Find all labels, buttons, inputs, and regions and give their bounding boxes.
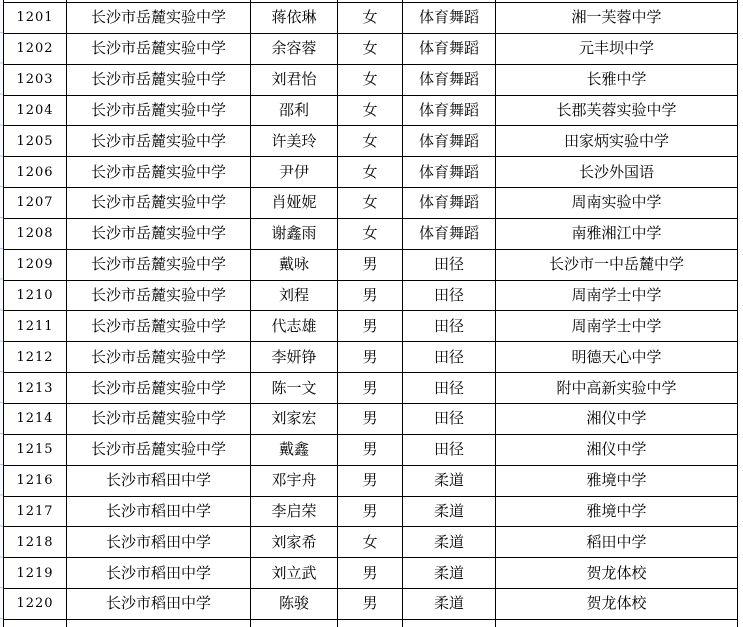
cell-id[interactable]: 1220 [4, 589, 67, 619]
table-row [3, 589, 738, 620]
cell-sport[interactable]: 柔道 [403, 466, 496, 496]
cell-target[interactable]: 贺龙体校 [496, 558, 738, 588]
cell-name[interactable]: 戴咏 [251, 250, 338, 280]
cell-id[interactable]: 1212 [4, 342, 67, 372]
cell-school[interactable]: 长沙市稻田中学 [67, 589, 251, 619]
cell-target[interactable]: 南雅湘江中学 [496, 219, 738, 249]
cell-sport[interactable]: 柔道 [403, 527, 496, 557]
cell-gender[interactable]: 男 [338, 589, 403, 619]
cell-gender[interactable]: 女 [338, 527, 403, 557]
table-row [3, 466, 738, 497]
cell-id[interactable]: 1207 [4, 188, 67, 218]
cell-target[interactable]: 雅境中学 [496, 497, 738, 527]
cell-school[interactable]: 长沙市稻田中学 [67, 558, 251, 588]
cell-sport[interactable]: 柔道 [403, 589, 496, 619]
cell-gender[interactable]: 男 [338, 435, 403, 465]
cell-name[interactable]: 尹伊 [251, 157, 338, 187]
cell-name[interactable]: 陈骏 [251, 589, 338, 619]
cell-sport[interactable]: 田径 [403, 435, 496, 465]
cell-school[interactable]: 长沙市岳麓实验中学 [67, 404, 251, 434]
table-row [3, 435, 738, 466]
cell-gender[interactable]: 男 [338, 404, 403, 434]
cell-name[interactable]: 刘家希 [251, 527, 338, 557]
cell-school[interactable]: 长沙市岳麓实验中学 [67, 34, 251, 64]
cell-target[interactable]: 周南学士中学 [496, 281, 738, 311]
cell-school[interactable]: 长沙市岳麓实验中学 [67, 3, 251, 33]
cell-id[interactable]: 1210 [4, 281, 67, 311]
cell-target[interactable]: 雅境中学 [496, 466, 738, 496]
cell-gender[interactable]: 女 [338, 96, 403, 126]
cell-name[interactable]: 余容蓉 [251, 34, 338, 64]
cell-id[interactable]: 1201 [4, 3, 67, 33]
cell-school[interactable]: 长沙市岳麓实验中学 [67, 311, 251, 341]
cell-school[interactable]: 长沙市岳麓实验中学 [67, 435, 251, 465]
cell-school[interactable]: 长沙市岳麓实验中学 [67, 126, 251, 156]
table-row [3, 3, 738, 34]
cell-gender[interactable]: 男 [338, 497, 403, 527]
cell-school[interactable]: 长沙市岳麓实验中学 [67, 157, 251, 187]
cell-target[interactable]: 湘一芙蓉中学 [496, 3, 738, 33]
cell-sport[interactable]: 体育舞蹈 [403, 126, 496, 156]
table-row [3, 34, 738, 65]
cell-id[interactable]: 1216 [4, 466, 67, 496]
cell-sport[interactable]: 田径 [403, 311, 496, 341]
table-row [3, 219, 738, 250]
admission-table [3, 0, 738, 627]
cell-id[interactable]: 1217 [4, 497, 67, 527]
cell-target[interactable]: 周南学士中学 [496, 311, 738, 341]
cell-name[interactable]: 邵利 [251, 96, 338, 126]
cell-school[interactable]: 长沙市岳麓实验中学 [67, 65, 251, 95]
table-row-partial-bottom [3, 620, 738, 627]
cell-sport[interactable]: 体育舞蹈 [403, 96, 496, 126]
cell-target[interactable]: 附中高新实验中学 [496, 373, 738, 403]
cell-gender[interactable]: 女 [338, 126, 403, 156]
cell-gender[interactable]: 男 [338, 342, 403, 372]
cell-stub [251, 0, 338, 2]
cell-gender[interactable]: 女 [338, 219, 403, 249]
table-row [3, 527, 738, 558]
cell-id[interactable]: 1218 [4, 527, 67, 557]
cell-name[interactable]: 蒋依琳 [251, 3, 338, 33]
table-row [3, 281, 738, 312]
cell-target[interactable]: 贺龙体校 [496, 589, 738, 619]
cell-sport[interactable]: 田径 [403, 373, 496, 403]
cell-target[interactable]: 长沙市一中岳麓中学 [496, 250, 738, 280]
cell-sport[interactable]: 体育舞蹈 [403, 3, 496, 33]
cell-school[interactable]: 长沙市岳麓实验中学 [67, 373, 251, 403]
cell-sport[interactable]: 体育舞蹈 [403, 34, 496, 64]
cell-stub [4, 620, 67, 627]
cell-stub [403, 0, 496, 2]
cell-school[interactable]: 长沙市稻田中学 [67, 527, 251, 557]
cell-sport[interactable]: 体育舞蹈 [403, 219, 496, 249]
cell-stub [67, 0, 251, 2]
cell-stub [338, 0, 403, 2]
cell-target[interactable]: 周南实验中学 [496, 188, 738, 218]
cell-name[interactable]: 刘家宏 [251, 404, 338, 434]
cell-stub [338, 620, 403, 627]
cell-target[interactable]: 长雅中学 [496, 65, 738, 95]
cell-school[interactable]: 长沙市稻田中学 [67, 497, 251, 527]
cell-stub [496, 0, 738, 2]
cell-gender[interactable]: 女 [338, 188, 403, 218]
cell-gender[interactable]: 男 [338, 311, 403, 341]
cell-name[interactable]: 戴鑫 [251, 435, 338, 465]
cell-id[interactable]: 1204 [4, 96, 67, 126]
cell-stub [496, 620, 738, 627]
cell-name[interactable]: 刘程 [251, 281, 338, 311]
cell-stub [67, 620, 251, 627]
cell-gender[interactable]: 男 [338, 281, 403, 311]
cell-gender[interactable]: 男 [338, 466, 403, 496]
cell-sport[interactable]: 体育舞蹈 [403, 188, 496, 218]
cell-sport[interactable]: 田径 [403, 342, 496, 372]
cell-name[interactable]: 刘立武 [251, 558, 338, 588]
table-row [3, 126, 738, 157]
cell-id[interactable]: 1202 [4, 34, 67, 64]
cell-sport[interactable]: 体育舞蹈 [403, 65, 496, 95]
cell-stub [251, 620, 338, 627]
cell-sport[interactable]: 柔道 [403, 497, 496, 527]
cell-name[interactable]: 谢鑫雨 [251, 219, 338, 249]
cell-name[interactable]: 邓宇舟 [251, 466, 338, 496]
cell-school[interactable]: 长沙市稻田中学 [67, 466, 251, 496]
table-row [3, 404, 738, 435]
cell-sport[interactable]: 田径 [403, 250, 496, 280]
table-row [3, 65, 738, 96]
cell-id[interactable]: 1211 [4, 311, 67, 341]
cell-name[interactable]: 许美玲 [251, 126, 338, 156]
cell-school[interactable]: 长沙市岳麓实验中学 [67, 250, 251, 280]
cell-id[interactable]: 1205 [4, 126, 67, 156]
cell-target[interactable]: 元丰坝中学 [496, 34, 738, 64]
cell-school[interactable]: 长沙市岳麓实验中学 [67, 96, 251, 126]
cell-target[interactable]: 湘仪中学 [496, 404, 738, 434]
cell-id[interactable]: 1219 [4, 558, 67, 588]
cell-gender[interactable]: 女 [338, 157, 403, 187]
cell-gender[interactable]: 男 [338, 558, 403, 588]
cell-target[interactable]: 长沙外国语 [496, 157, 738, 187]
cell-stub [4, 0, 67, 2]
cell-school[interactable]: 长沙市岳麓实验中学 [67, 219, 251, 249]
cell-target[interactable]: 稻田中学 [496, 527, 738, 557]
table-row [3, 96, 738, 127]
table-row [3, 311, 738, 342]
cell-sport[interactable]: 田径 [403, 281, 496, 311]
cell-target[interactable]: 长郡芙蓉实验中学 [496, 96, 738, 126]
cell-school[interactable]: 长沙市岳麓实验中学 [67, 188, 251, 218]
cell-sport[interactable]: 体育舞蹈 [403, 157, 496, 187]
cell-id[interactable]: 1214 [4, 404, 67, 434]
cell-name[interactable]: 代志雄 [251, 311, 338, 341]
cell-id[interactable]: 1208 [4, 219, 67, 249]
table-row [3, 497, 738, 528]
table-row [3, 373, 738, 404]
cell-name[interactable]: 陈一文 [251, 373, 338, 403]
cell-name[interactable]: 李妍铮 [251, 342, 338, 372]
cell-school[interactable]: 长沙市岳麓实验中学 [67, 281, 251, 311]
cell-gender[interactable]: 女 [338, 34, 403, 64]
cell-gender[interactable]: 女 [338, 65, 403, 95]
cell-gender[interactable]: 男 [338, 373, 403, 403]
cell-school[interactable]: 长沙市岳麓实验中学 [67, 342, 251, 372]
cell-gender[interactable]: 女 [338, 3, 403, 33]
cell-id[interactable]: 1209 [4, 250, 67, 280]
table-row [3, 188, 738, 219]
cell-name[interactable]: 李启荣 [251, 497, 338, 527]
cell-stub [403, 620, 496, 627]
table-row [3, 250, 738, 281]
table-row [3, 342, 738, 373]
cell-id[interactable]: 1206 [4, 157, 67, 187]
cell-target[interactable]: 明德天心中学 [496, 342, 738, 372]
cell-target[interactable]: 田家炳实验中学 [496, 126, 738, 156]
cell-sport[interactable]: 柔道 [403, 558, 496, 588]
cell-id[interactable]: 1213 [4, 373, 67, 403]
cell-name[interactable]: 肖娅妮 [251, 188, 338, 218]
cell-id[interactable]: 1203 [4, 65, 67, 95]
cell-id[interactable]: 1215 [4, 435, 67, 465]
cell-name[interactable]: 刘君怡 [251, 65, 338, 95]
table-row [3, 558, 738, 589]
cell-target[interactable]: 湘仪中学 [496, 435, 738, 465]
table-row [3, 157, 738, 188]
cell-sport[interactable]: 田径 [403, 404, 496, 434]
cell-gender[interactable]: 男 [338, 250, 403, 280]
